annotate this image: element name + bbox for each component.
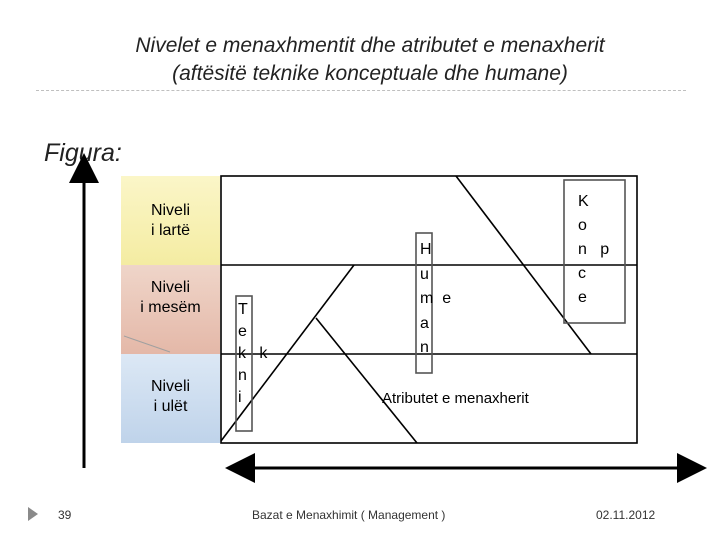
human-row-4: a (420, 314, 429, 332)
technical-row-2: e (238, 323, 247, 340)
conceptual-skills-label (578, 190, 609, 310)
level-middle-accent-line (124, 336, 170, 352)
figure-label: Figura: (44, 139, 122, 167)
level-middle-line2: i mesëm (140, 298, 201, 316)
title-line-2: (aftësitë teknike konceptuale dhe humane) (172, 62, 568, 85)
level-middle-line1: Niveli (150, 278, 191, 296)
diagonal-lower (316, 318, 417, 443)
human-row-1: H (420, 241, 432, 258)
level-high-line2: i lartë (150, 221, 191, 239)
technical-row-3: k k (238, 345, 268, 362)
human-row-2: u (420, 265, 429, 283)
conceptual-row-3: n p (578, 241, 610, 258)
footer-triangle-icon (28, 507, 38, 521)
level-high-line1: Niveli (150, 201, 191, 219)
human-row-3: m e (420, 290, 452, 307)
technical-row-5: i (238, 389, 242, 406)
human-skills-label (420, 238, 451, 361)
page-number: 39 (58, 508, 72, 522)
conceptual-row-4: c (578, 265, 586, 282)
level-low-line2: i ulët (153, 397, 188, 415)
human-row-5: n (420, 339, 429, 356)
conceptual-row-5: e (578, 289, 587, 306)
conceptual-row-2: o (578, 217, 587, 234)
technical-row-4: n (238, 367, 247, 384)
footer-course-title: Bazat e Menaxhimit ( Management ) (252, 508, 446, 522)
conceptual-row-1: K (578, 193, 589, 210)
footer-date: 02.11.2012 (596, 508, 656, 522)
technical-row-1: T (238, 301, 248, 318)
level-low-line1: Niveli (150, 377, 191, 395)
technical-skills-label (238, 299, 267, 409)
attributes-label: Atributet e menaxherit (382, 390, 529, 407)
title-line-1: Nivelet e menaxhmentit dhe atributet e menaxherit (135, 34, 605, 57)
